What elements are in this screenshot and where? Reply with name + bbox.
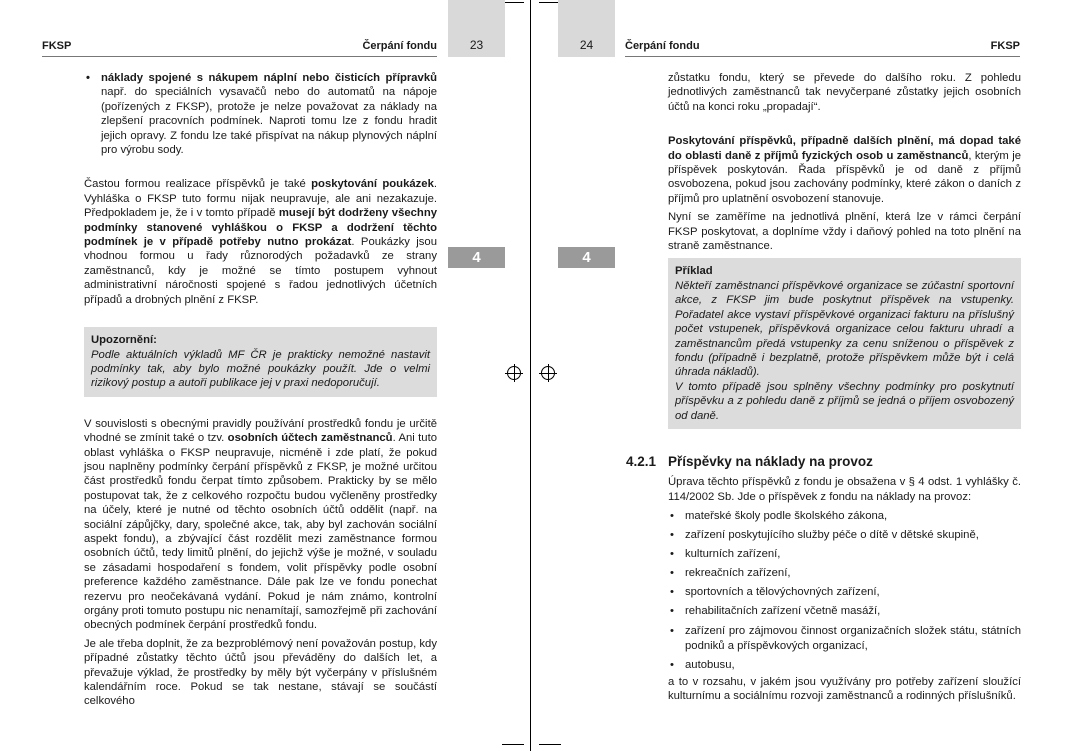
list-item: • mateřské školy podle školského zákona, [668, 507, 1021, 526]
paragraph-personal-accounts: V souvislosti s obecnými pravidly používání prostředků fondu je určitě vhodné se zmínit také o tzv. osobních účtech zaměstnanců. Ani tuto oblast vyhláška o FKSP neupravuje, nicméně i zde platí, že pokud jsou naplněny podmínky čerpání příspěvků z FKSP, je možné určitou část prostředků fondu čerpat tímto způsobem. Prakticky by se mělo postupovat tak, že z celkového rozpočtu budou vyčleněny prostředky na účely, které je nutné od těchto osobních účtů oddělit (např. na sociální zápůjčky, dary, společné akce, tak, aby byl zachován sociální aspekt fondu), a zbývající část rozdělit mezi zaměstnance formou osobních účtů, tedy limitů plnění, do jejichž výše je možné, v souladu se zásadami hospodaření s fondem, volit příspěvky podle osobní preference každého zaměstnance. Dále pak lze ve fondu ponechat rezervu pro neočekávaná vydání. Pokud je nám známo, kontrolní orgány proti tomuto postupu nic nenamítají, samozřejmě při zachování obecných podmínek čerpání prostředků fondu. [84, 417, 438, 632]
header-rule [625, 56, 1020, 57]
example-box [668, 258, 1021, 428]
paragraph-continued: zůstatku fondu, který se převede do dalšího roku. Z pohledu jednotlivých zaměstnanců tak nevyčerpané zůstatky jejich osobních účtů na konci roku „propadají“. [668, 72, 1021, 113]
page-number: 24 [579, 38, 594, 52]
registration-mark [541, 366, 555, 380]
section-title: Příspěvky na náklady na provoz [668, 453, 873, 469]
list-item: • zařízení poskytujícího služby péče o dítě v dětské skupině, [668, 526, 1021, 545]
list-item: • kulturních zařízení, [668, 545, 1021, 564]
warning-title: Upozornění: [91, 334, 157, 347]
list-item: • náklady spojené s nákupem náplní nebo čisticích přípravků např. do speciálních vysavačů nebo do automatů na nápoje (pořízených z FKSP), protože je nelze považovat za náklady na zlepšení pracovních podmínek. Naproti tomu lze z fondu hradit jejich opravy. Z fondu lze také přispívat na nákup plynových náplní pro výrobu sody. [84, 71, 437, 157]
facility-list [668, 507, 1021, 675]
left-page [0, 0, 531, 751]
page-number: 23 [469, 38, 484, 52]
example-text: Někteří zaměstnanci příspěvkové organizace se zúčastní sportovní akce, z FKSP jim bude poskytnut příspěvek na vstupenky. Pořadatel akce vystaví příspěvkové organizaci fakturu na příslušný počet vstupenek, příspěvková organizace celou fakturu uhradí a zaměstnancům předá vstupenky za cenu sníženou o příspěvek z fondu (případně i bezplatně, protože příspěvkem může být i celá úhrada nákladů). [675, 279, 1014, 379]
example-text: V tomto případě jsou splněny všechny podmínky pro poskytnutí příspěvku a z pohledu daně z příjmů se jedná o příjem osvobozený od daně. [675, 380, 1014, 422]
section-number: 4.2.1 [626, 453, 657, 469]
list-item: • rekreačních zařízení, [668, 564, 1021, 583]
right-page [533, 0, 1068, 751]
list-item: • zařízení pro zájmovou činnost organizačních složek státu, státních podniků a příspěvkových organizací, [668, 624, 1021, 653]
example-title: Příklad [675, 265, 713, 278]
page-tab [448, 0, 505, 57]
section-heading [626, 455, 1021, 469]
list-item: • sportovních a tělovýchovných zařízení, [668, 583, 1021, 602]
list-item: • autobusu, [668, 656, 1021, 675]
chapter-tab: 4 [558, 247, 615, 268]
running-header-title: FKSP [990, 40, 1020, 52]
running-header-chapter: Čerpání fondu [362, 40, 437, 52]
paragraph-balances: Je ale třeba doplnit, že za bezproblémový není považován postup, kdy případné zůstatky těchto účtů jsou převáděny do dalších let, a převažuje výklad, že prostředky by měly být vyčerpány v příslušném kalendářním roce. Pokud se tak nestane, stávají se součástí celkového [84, 637, 437, 708]
paragraph-vouchers: Častou formou realizace příspěvků je také poskytování poukázek. Vyhláška o FKSP tuto formu nijak neupravuje, ale ani nezakazuje. Předpokladem je, že i v tomto případě musejí být dodrženy všechny podmínky stanovené vyhláškou o FKSP a dodržení těchto podmínek je v případě potřeby nutno prokázat. Poukázky jsou vhodnou formou u řady různorodých požadavků ze strany zaměstnanců, kdy je možné se tímto postupem vyhnout administrativní náročnosti spojené s řadou jednotlivých účetních případů a drobných plnění z FKSP. [84, 178, 438, 306]
warning-box [84, 327, 437, 397]
crop-mark [502, 744, 524, 745]
paragraph-overview: Nyní se zaměříme na jednotlivá plnění, která lze v rámci čerpání FKSP poskytovat, a doplníme vždy i daňový pohled na toto plnění na straně zaměstnance. [668, 211, 1021, 253]
crop-mark [539, 744, 561, 745]
chapter-tab: 4 [448, 247, 505, 268]
warning-text: Podle aktuálních výkladů MF ČR je prakticky nemožné nastavit podmínky tak, aby bylo možné poukázky použít. Jde o velmi rizikový postup a autoři publikace jej v praxi nedoporučují. [91, 348, 430, 390]
page-tab [558, 0, 615, 57]
paragraph-tax: Poskytování příspěvků, případně dalších plnění, má dopad také do oblasti daně z příjmů fyzických osob u zaměstnanců, kterým je příspěvek poskytován. Řada příspěvků je od daně z příjmů osvobozena, pokud jsou zachovány podmínky, které zákon o daních z příjmů pro uplatnění osvobození stanovuje. [668, 135, 1022, 205]
header-rule [42, 56, 437, 57]
list-item: • rehabilitačních zařízení včetně masáží, [668, 602, 1021, 621]
left-body [84, 71, 437, 709]
section-intro: Úprava těchto příspěvků z fondu je obsažena v § 4 odst. 1 vyhlášky č. 114/2002 Sb. Jde o příspěvek z fondu na náklady na provoz: [668, 476, 1021, 503]
running-header-chapter: Čerpání fondu [625, 40, 700, 52]
running-header-title: FKSP [42, 40, 72, 52]
closing-paragraph: a to v rozsahu, v jakém jsou využívány pro potřeby zařízení sloužící kulturnímu a sociálnímu rozvoji zaměstnanců a rodinných příslušníků. [668, 675, 1021, 703]
right-body [626, 71, 1022, 704]
registration-mark [507, 366, 521, 380]
crop-mark [502, 2, 524, 3]
